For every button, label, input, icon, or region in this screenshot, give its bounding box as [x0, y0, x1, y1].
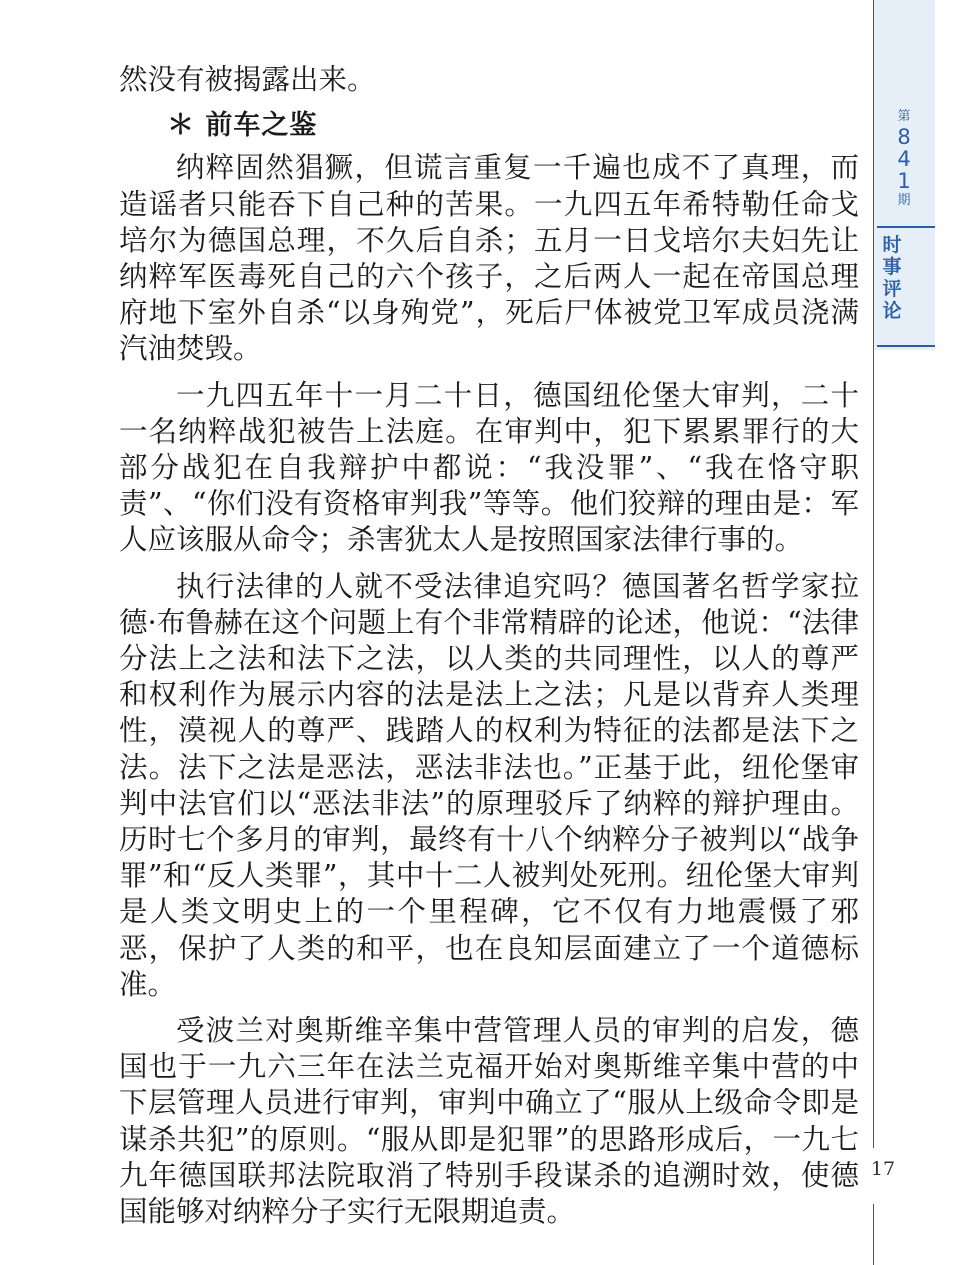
continuation-line: 然没有被揭露出来。 [119, 63, 376, 96]
section-heading: ＊ 前车之鉴 [167, 110, 318, 142]
paragraph: 一九四五年十一月二十日，德国纽伦堡大审判，二十一名纳粹战犯被告上法庭。在审判中，犯下累累罪行的大部分战犯在自我辩护中都说：“我没罪”、“我在恪守职责”、“你们没有资格审判我”等等。他们狡辩的理由是：军人应该服从命令；杀害犹太人是按照国家法律行事的。 [119, 378, 859, 557]
section-label-char: 评 [882, 278, 902, 300]
sidebar-rule [873, 1204, 874, 1265]
paragraph: 受波兰对奥斯维辛集中营管理人员的审判的启发，德国也于一九六三年在法兰克福开始对奥斯维辛集中营的中下层管理人员进行审判，审判中确立了“服从上级命令即是谋杀共犯”的原则。“服从即是犯罪”的思路形成后，一九七九年德国联邦法院取消了特别手段谋杀的追溯时效，使德国能够对纳粹分子实行无限期追责。 [119, 1014, 859, 1229]
issue-prefix: 第 [897, 109, 911, 124]
section-label [873, 234, 911, 322]
section-label-char: 时 [882, 234, 902, 256]
section-divider [877, 226, 935, 228]
paragraph: 执行法律的人就不受法律追究吗？德国著名哲学家拉德·布鲁赫在这个问题上有个非常精辟的论述，他说：“法律分法上之法和法下之法，以人类的共同理性，以人的尊严和权利作为展示内容的法是法上之法；凡是以背弃人类理性，漠视人的尊严、践踏人的权利为特征的法都是法下之法。法下之法是恶法，恶法非法也。”正基于此，纽伦堡审判中法官们以“恶法非法”的原理驳斥了纳粹的辩护理由。历时七个多月的审判，最终有十八个纳粹分子被判以“战争罪”和“反人类罪”，其中十二人被判处死刑。纽伦堡大审判是人类文明史上的一个里程碑，它不仅有力地震慑了邪恶，保护了人类的和平，也在良知层面建立了一个道德标准。 [119, 569, 859, 1001]
article-body [119, 62, 859, 1230]
issue-number-block [873, 108, 935, 210]
issue-digit: 1 [897, 169, 911, 193]
issue-digit: 4 [897, 147, 911, 171]
issue-number [873, 126, 935, 192]
section-label-char: 事 [882, 256, 902, 278]
issue-suffix: 期 [897, 193, 911, 208]
issue-digit: 8 [897, 125, 911, 149]
paragraph: 纳粹固然猖獗，但谎言重复一千遍也成不了真理，而造谣者只能吞下自己种的苦果。一九四五年希特勒任命戈培尔为德国总理，不久后自杀；五月一日戈培尔夫妇先让纳粹军医毒死自己的六个孩子，之后两人一起在帝国总理府地下室外自杀“以身殉党”，死后尸体被党卫军成员浇满汽油焚毁。 [119, 151, 859, 366]
page-number: 17 [870, 1158, 896, 1180]
section-divider [877, 345, 935, 347]
section-label-char: 论 [882, 300, 902, 322]
